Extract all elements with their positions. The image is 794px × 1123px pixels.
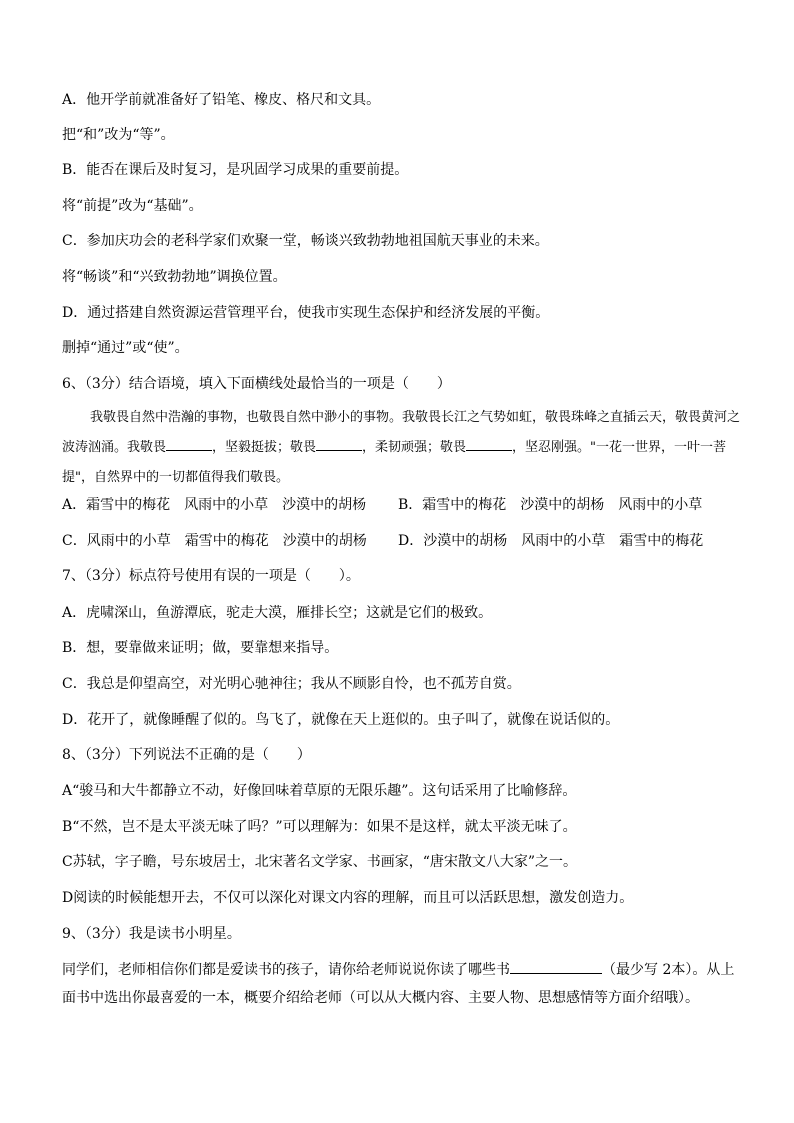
q6-option-a: A．霜雪中的梅花 风雨中的小草 沙漠中的胡杨 — [62, 497, 367, 513]
q6-option-c: C．风雨中的小草 霜雪中的梅花 沙漠中的胡杨 — [62, 533, 367, 549]
q7-option-a: A．虎啸深山，鱼游潭底，驼走大漠，雁排长空；这就是它们的极致。 — [62, 605, 493, 621]
q5-option-a: A．他开学前就准备好了铅笔、橡皮、格尺和文具。 — [62, 92, 381, 108]
q8-option-b: B“不然，岂不是太平淡无味了吗？”可以理解为：如果不是这样，就太平淡无味了。 — [62, 819, 577, 835]
q5-option-b-fix: 将“前提”改为“基础”。 — [62, 198, 203, 214]
passage-text-4: ，坚忍刚强。"一花一世界，一叶一菩提"，自然界中的一切都值得我们敬畏。 — [62, 440, 727, 485]
q9-body-text-2: （最少写 2本）。从上面书中选出你最喜爱的一本，概要介绍给老师（可以从大概内容、主要人物、思想感情等方面介绍哦）。 — [62, 962, 735, 1006]
q6-option-d: D．沙漠中的胡杨 风雨中的小草 霜雪中的梅花 — [398, 533, 704, 549]
q8-stem: 8、（3分）下列说法不正确的是（ ） — [62, 747, 311, 763]
q9-blank — [510, 959, 602, 974]
q9-body — [62, 956, 742, 1012]
q7-option-b: B．想，要靠做来证明；做，要靠想来指导。 — [62, 640, 339, 656]
passage-text-1: 我敬畏自然中浩瀚的事物，也敬畏自然中渺小的事物。我敬畏长江之气势如虹，敬畏珠峰之直插云天，敬畏黄河之波涛汹涌。我敬畏 — [62, 410, 741, 455]
q5-option-b: B．能否在课后及时复习，是巩固学习成果的重要前提。 — [62, 162, 409, 178]
q7-option-c: C．我总是仰望高空，对光明心驰神往；我从不顾影自怜，也不孤芳自赏。 — [62, 676, 521, 692]
q6-passage — [62, 403, 740, 493]
q5-option-a-fix: 把“和”改为“等”。 — [62, 127, 175, 143]
q8-option-d: D阅读的时候能想开去，不仅可以深化对课文内容的理解，而且可以活跃思想，激发创造力。 — [62, 890, 634, 906]
q8-option-c: C苏轼，字子瞻，号东坡居士，北宋著名文学家、书画家，“唐宋散文八大家”之一。 — [62, 854, 578, 870]
blank-2 — [316, 436, 362, 451]
passage-text-3: ，柔韧顽强；敬畏 — [362, 440, 467, 455]
q8-option-a: A“骏马和大牛都静立不动，好像回味着草原的无限乐趣”。这句话采用了比喻修辞。 — [62, 783, 577, 799]
q6-option-b: B．霜雪中的梅花 沙漠中的胡杨 风雨中的小草 — [398, 497, 703, 513]
q9-stem: 9、（3分）我是读书小明星。 — [62, 926, 241, 942]
q5-option-d: D．通过搭建自然资源运营管理平台，使我市实现生态保护和经济发展的平衡。 — [62, 305, 550, 321]
blank-3 — [466, 436, 512, 451]
q9-body-text-1: 同学们，老师相信你们都是爱读书的孩子，请你给老师说说你读了哪些书 — [62, 962, 510, 978]
q7-option-d: D．花开了，就像睡醒了似的。鸟飞了，就像在天上逛似的。虫子叫了，就像在说话似的。 — [62, 712, 620, 728]
passage-text-2: ，坚毅挺拔；敬畏 — [212, 440, 317, 455]
q5-option-d-fix: 删掉“通过”或“使”。 — [62, 340, 189, 356]
q5-option-c: C．参加庆功会的老科学家们欢聚一堂，畅谈兴致勃勃地祖国航天事业的未来。 — [62, 233, 549, 249]
blank-1 — [166, 436, 212, 451]
q7-stem: 7、（3分）标点符号使用有误的一项是（ ）。 — [62, 568, 360, 584]
q6-stem: 6、（3分）结合语境，填入下面横线处最恰当的一项是（ ） — [62, 376, 451, 392]
q5-option-c-fix: 将“畅谈”和“兴致勃勃地”调换位置。 — [62, 269, 287, 285]
